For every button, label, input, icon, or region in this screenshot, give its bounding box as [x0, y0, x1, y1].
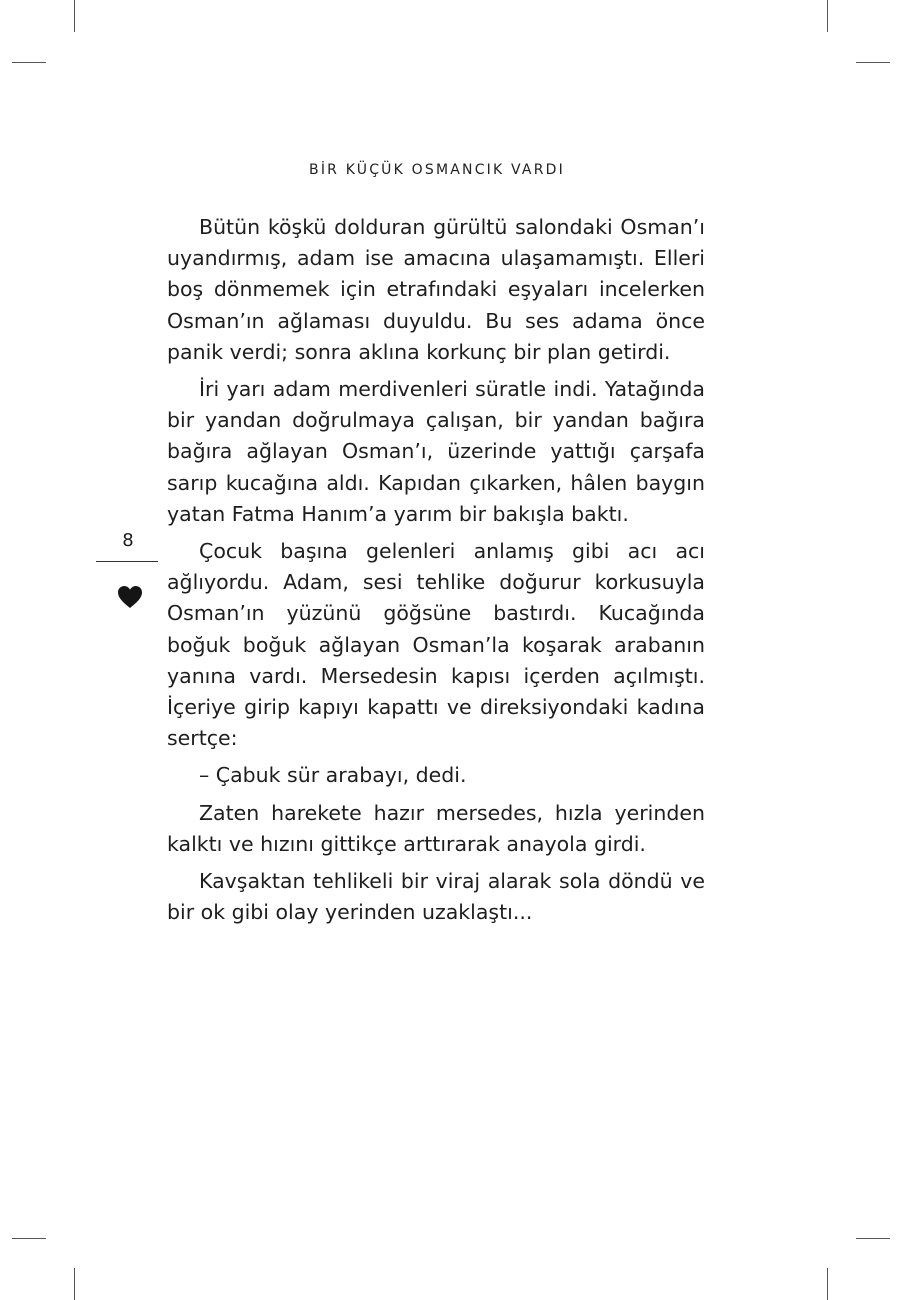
- crop-mark-bottom-right: [827, 1268, 828, 1300]
- crop-mark-right-top: [856, 62, 890, 63]
- crop-mark-bottom-left: [74, 1268, 75, 1300]
- paragraph: İri yarı adam merdivenleri süratle indi. Yatağında bir yandan doğrulmaya çalışan, bir yandan bağıra bağıra ağlayan Osman’ı, üzerinde yattığı çarşafa sarıp kucağına aldı. Kapıdan çıkarken, hâlen baygın yatan Fatma Hanım’a yarım bir bakışla baktı.: [167, 377, 705, 526]
- page-number: 8: [122, 530, 134, 551]
- heart-icon: [117, 585, 143, 609]
- running-head: BİR KÜÇÜK OSMANCIK VARDI: [309, 162, 565, 178]
- crop-mark-top-right: [827, 0, 828, 32]
- crop-mark-top-left: [74, 0, 75, 32]
- crop-mark-left-top: [12, 62, 46, 63]
- body-text: [167, 212, 705, 928]
- crop-mark-right-bottom: [856, 1238, 890, 1239]
- paragraph: – Çabuk sür arabayı, dedi.: [199, 763, 467, 788]
- paragraph: Çocuk başına gelenleri anlamış gibi acı acı ağlıyordu. Adam, sesi tehlike doğurur korkusuyla Osman’ın yüzünü göğsüne bastırdı. Kucağında boğuk boğuk ağlayan Osman’la koşarak arabanın yanına vardı. Mersedesin kapısı içerden açılmıştı. İçeriye girip kapıyı kapattı ve direksiyondaki kadına sertçe:: [167, 539, 705, 751]
- paragraph: Zaten harekete hazır mersedes, hızla yerinden kalktı ve hızını gittikçe arttırarak anayola girdi.: [167, 800, 705, 856]
- paragraph: Bütün köşkü dolduran gürültü salondaki Osman’ı uyandırmış, adam ise amacına ulaşamamıştı. Elleri boş dönmemek için etrafındaki eşyaları incelerken Osman’ın ağlaması duyuldu. Bu ses adama önce panik verdi; sonra aklına korkunç bir plan getirdi.: [167, 215, 705, 364]
- page-number-rule: [96, 561, 158, 562]
- crop-mark-left-bottom: [12, 1238, 46, 1239]
- paragraph: Kavşaktan tehlikeli bir viraj alarak sola döndü ve bir ok gibi olay yerinden uzaklaştı...: [167, 869, 705, 925]
